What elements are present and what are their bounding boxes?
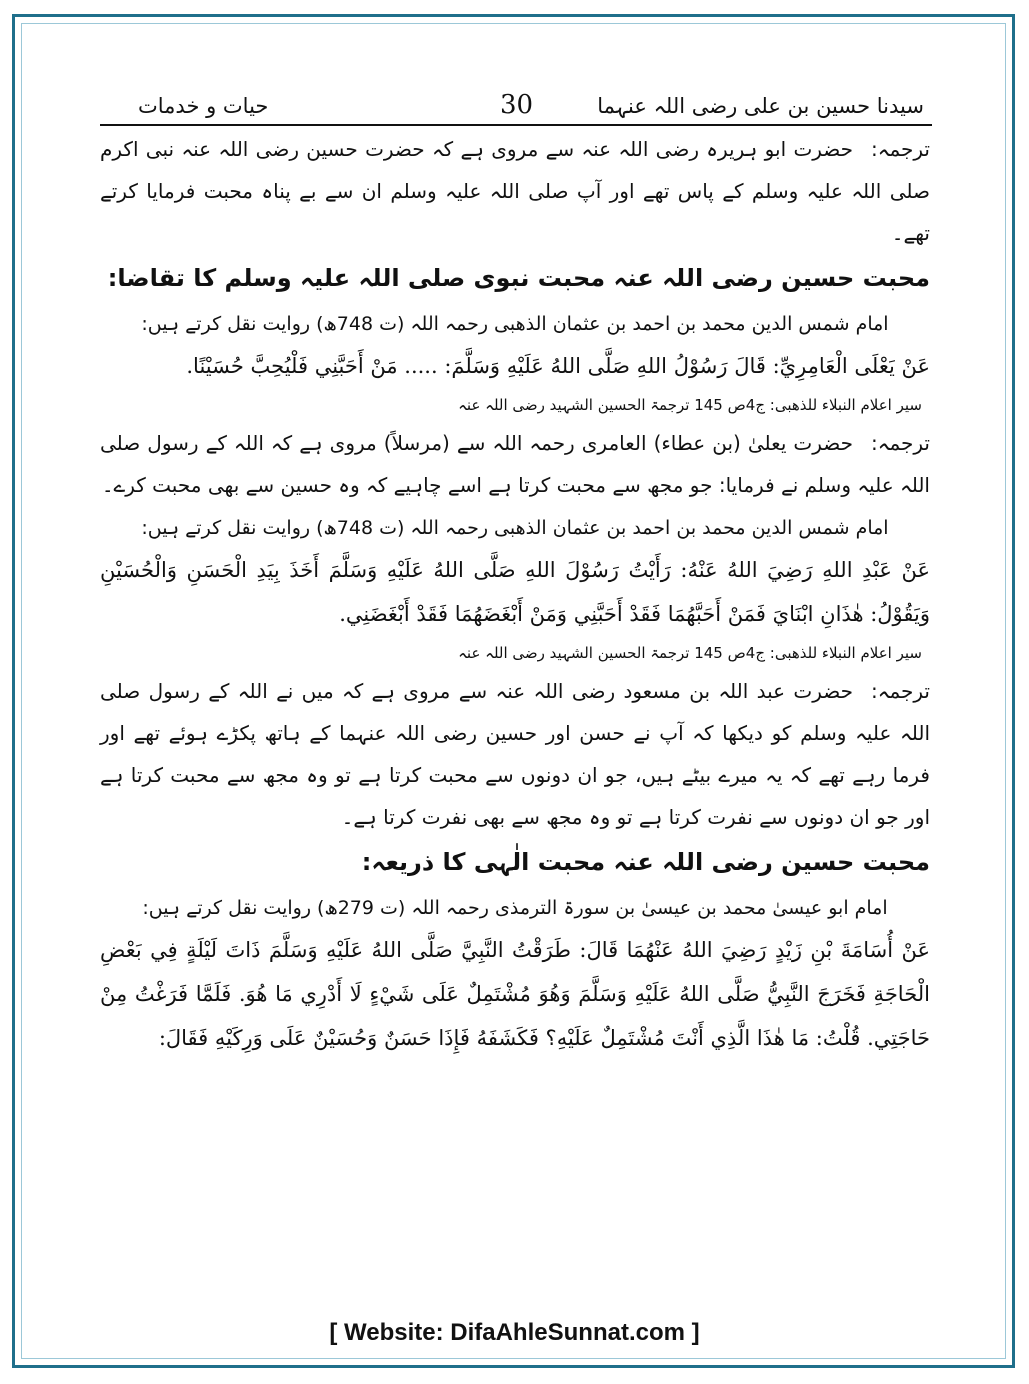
narration-intro-1: امام شمس الدین محمد بن احمد بن عثمان الذھبی رحمہ اللہ (ت 748ھ) روایت نقل کرتے ہیں: [141, 313, 889, 335]
translation-paragraph-1 [100, 128, 930, 254]
translation-label: ترجمہ: [871, 137, 930, 161]
page-content [100, 128, 930, 1060]
translation-text: حضرت ابو ہریرہ رضی اللہ عنہ سے مروی ہے کہ حضرت حسین رضی اللہ عنہ نبی اکرم صلی اللہ علیہ وسلم کے پاس تھے اور آپ صلی اللہ علیہ وسلم ان سے بے پناہ محبت فرمایا کرتے تھے۔ [100, 137, 930, 245]
arabic-hadith-3: عَنْ أُسَامَةَ بْنِ زَيْدٍ رَضِيَ اللهُ عَنْهُمَا قَالَ: طَرَقْتُ النَّبِيَّ صَلَّى اللهُ عَلَيْهِ وَسَلَّمَ ذَاتَ لَيْلَةٍ فِي بَعْضِ الْحَاجَةِ فَخَرَجَ النَّبِيُّ صَلَّى اللهُ عَلَيْهِ وَسَلَّمَ وَهُوَ مُشْتَمِلٌ عَلَى شَيْءٍ لَا أَدْرِي مَا هُوَ. فَلَمَّا فَرَغْتُ مِنْ حَاجَتِي. قُلْتُ: مَا هٰذَا الَّذِي أَنْتَ مُشْتَمِلٌ عَلَيْهِ؟ فَكَشَفَهُ فَإِذَا حَسَنٌ وَحُسَيْنٌ عَلَى وَرِكَيْهِ فَقَالَ: [100, 938, 930, 1050]
arabic-hadith-1: عَنْ يَعْلَى الْعَامِرِيِّ: قَالَ رَسُوْلُ اللهِ صَلَّى اللهُ عَلَيْهِ وَسَلَّمَ: ..... مَنْ أَحَبَّنِي فَلْيُحِبَّ حُسَيْنًا. [186, 354, 930, 378]
website-footer: [ Website: DifaAhleSunnat.com ] [329, 1319, 700, 1346]
page-header [100, 80, 932, 126]
reference-2: سیر اعلام النبلاء للذھبی: ج4ص 145 ترجمۃ الحسین الشہید رضی اللہ عنہ [458, 644, 922, 662]
header-book-title: سیدنا حسین بن علی رضی اللہ عنہما [597, 94, 924, 118]
narration-intro-2: امام شمس الدین محمد بن احمد بن عثمان الذھبی رحمہ اللہ (ت 748ھ) روایت نقل کرتے ہیں: [141, 517, 889, 539]
translation-label: ترجمہ: [871, 431, 930, 455]
header-book-section: حیات و خدمات [138, 94, 269, 118]
reference-1: سیر اعلام النبلاء للذھبی: ج4ص 145 ترجمۃ الحسین الشہید رضی اللہ عنہ [458, 396, 922, 414]
narration-intro-3: امام ابو عیسیٰ محمد بن عیسیٰ بن سورۃ الترمذی رحمہ اللہ (ت 279ھ) روایت نقل کرتے ہیں: [142, 897, 888, 919]
translation-paragraph-3 [100, 670, 930, 838]
section-heading-1: محبت حسین رضی اللہ عنہ محبت نبوی صلی اللہ علیہ وسلم کا تقاضا: [107, 264, 930, 292]
translation-text: حضرت یعلیٰ (بن عطاء) العامری رحمہ اللہ سے (مرسلاً) مروی ہے کہ اللہ کے رسول صلی اللہ علیہ وسلم نے فرمایا: جو مجھ سے محبت کرتا ہے اسے چاہیے کہ وہ حسین سے بھی محبت کرے۔ [100, 431, 930, 497]
translation-paragraph-2 [100, 422, 930, 506]
translation-text: حضرت عبد اللہ بن مسعود رضی اللہ عنہ سے مروی ہے کہ میں نے اللہ کے رسول صلی اللہ علیہ وسلم کو دیکھا کہ آپ نے حسن اور حسین رضی اللہ عنہما کے ہاتھ پکڑے ہوئے تھے اور فرما رہے تھے کہ یہ میرے بیٹے ہیں، جو ان دونوں سے محبت کرتا ہے تو وہ مجھ سے محبت کرتا ہے اور جو ان دونوں سے نفرت کرتا ہے تو وہ مجھ سے بھی نفرت کرتا ہے۔ [100, 679, 930, 829]
section-heading-2: محبت حسین رضی اللہ عنہ محبت الٰہی کا ذریعہ: [361, 848, 930, 876]
page-number: 30 [500, 90, 534, 120]
arabic-hadith-2: عَنْ عَبْدِ اللهِ رَضِيَ اللهُ عَنْهُ: رَأَيْتُ رَسُوْلَ اللهِ صَلَّى اللهُ عَلَيْهِ وَسَلَّمَ أَخَذَ بِيَدِ الْحَسَنِ وَالْحُسَيْنِ وَيَقُوْلُ: هٰذَانِ ابْنَايَ فَمَنْ أَحَبَّهُمَا فَقَدْ أَحَبَّنِي وَمَنْ أَبْغَضَهُمَا فَقَدْ أَبْغَضَنِي. [100, 558, 930, 626]
translation-label: ترجمہ: [871, 679, 930, 703]
